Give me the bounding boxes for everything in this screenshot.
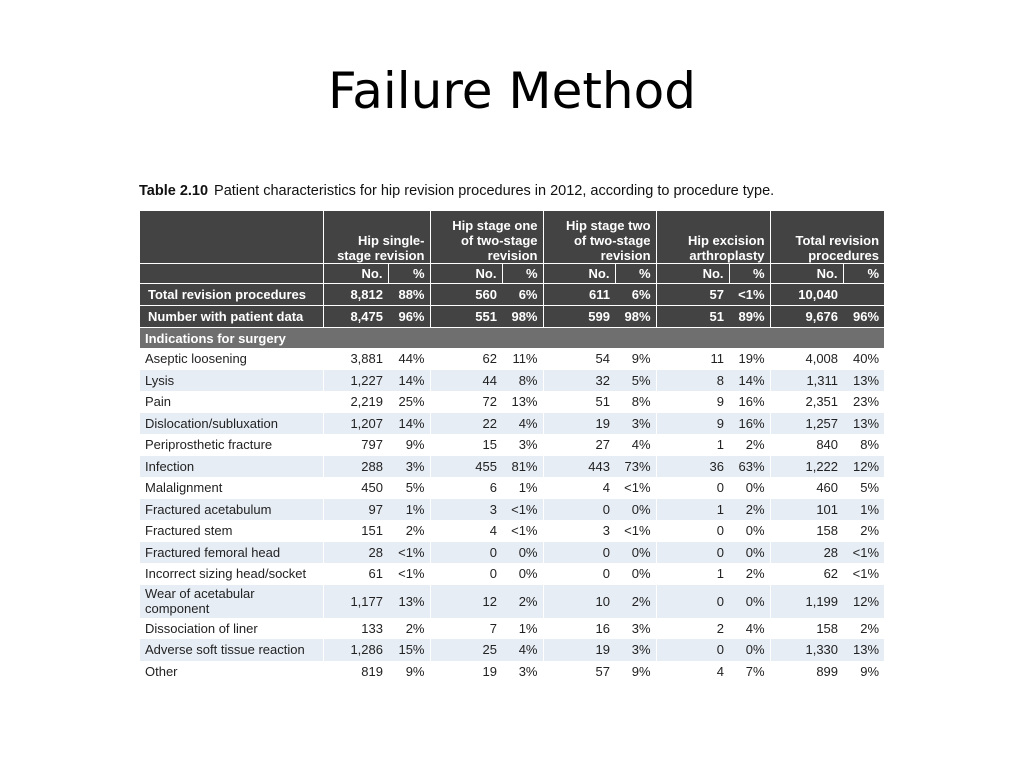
subheader-blank bbox=[140, 264, 323, 284]
count-cell: 288 bbox=[323, 456, 388, 478]
percent-cell: 0% bbox=[615, 542, 656, 564]
count-cell: 4 bbox=[430, 520, 502, 542]
row-label bbox=[140, 563, 323, 585]
percent-cell: 0% bbox=[518, 566, 538, 582]
no-header: No. bbox=[323, 264, 388, 284]
percent-cell: 1% bbox=[388, 499, 430, 521]
percent-cell: 2% bbox=[860, 523, 880, 539]
percent-cell: 9% bbox=[405, 663, 425, 679]
row-label bbox=[140, 370, 323, 392]
percent-cell: 14% bbox=[729, 370, 770, 392]
percent-cell: 4% bbox=[631, 437, 651, 453]
count-cell: 450 bbox=[323, 477, 388, 499]
count-cell: 19 bbox=[543, 413, 615, 435]
percent-cell: 3% bbox=[615, 413, 656, 435]
percent-cell: 0% bbox=[745, 480, 765, 496]
percent-cell: 8% bbox=[860, 437, 880, 453]
row-label-text: Malalignment bbox=[145, 480, 223, 496]
percent-cell: 1% bbox=[843, 499, 884, 521]
table-row bbox=[140, 563, 884, 585]
count-cell: 25 bbox=[430, 639, 502, 661]
count-cell: 133 bbox=[323, 618, 388, 640]
row-label bbox=[140, 413, 323, 435]
count-cell: 797 bbox=[323, 434, 388, 456]
header-blank bbox=[140, 211, 323, 264]
percent-cell: 88% bbox=[388, 284, 430, 306]
percent-cell: 9% bbox=[631, 663, 651, 679]
row-label bbox=[140, 661, 323, 683]
count-cell: 840 bbox=[770, 434, 843, 456]
percent-cell: 2% bbox=[405, 620, 425, 636]
row-label-text: Pain bbox=[145, 394, 172, 410]
row-label-text: Fractured acetabulum bbox=[145, 501, 272, 517]
count-cell: 551 bbox=[430, 306, 502, 328]
count-cell: 599 bbox=[543, 306, 615, 328]
count-cell: 0 bbox=[430, 542, 502, 564]
row-label-text: Lysis bbox=[145, 372, 175, 388]
percent-cell: <1% bbox=[843, 542, 884, 564]
count-cell: 97 bbox=[323, 499, 388, 521]
count-cell: 3 bbox=[430, 499, 502, 521]
count-cell: 2,219 bbox=[323, 391, 388, 413]
count-cell: 1 bbox=[656, 499, 729, 521]
table-row bbox=[140, 499, 884, 521]
row-label bbox=[140, 639, 323, 661]
percent-cell: 19% bbox=[738, 351, 765, 367]
count-cell: 27 bbox=[543, 434, 615, 456]
count-cell: 1,207 bbox=[323, 413, 388, 435]
percent-cell: 0% bbox=[729, 639, 770, 661]
percent-cell: 2% bbox=[745, 566, 765, 582]
count-cell: 19 bbox=[543, 639, 615, 661]
percent-cell: 11% bbox=[512, 351, 538, 367]
percent-cell: 9% bbox=[631, 351, 651, 367]
percent-cell: 96% bbox=[388, 306, 430, 328]
percent-cell: 12% bbox=[843, 585, 884, 618]
table-row bbox=[140, 370, 884, 392]
percent-cell: 3% bbox=[615, 639, 656, 661]
count-cell: 1,199 bbox=[770, 585, 843, 618]
table-row bbox=[140, 520, 884, 542]
count-cell: 1,286 bbox=[323, 639, 388, 661]
row-label-text: Dissociation of liner bbox=[145, 620, 258, 636]
no-header: No. bbox=[656, 264, 729, 284]
percent-cell: 6% bbox=[615, 284, 656, 306]
percent-cell: 1% bbox=[518, 620, 538, 636]
count-cell: 10,040 bbox=[770, 284, 843, 306]
percent-cell: <1% bbox=[624, 480, 651, 496]
count-cell: 10 bbox=[543, 585, 615, 618]
row-label-text: Fractured femoral head bbox=[145, 544, 281, 560]
count-cell: 9 bbox=[656, 413, 729, 435]
no-header: No. bbox=[543, 264, 615, 284]
count-cell: 158 bbox=[770, 520, 843, 542]
percent-cell: 14% bbox=[388, 413, 430, 435]
row-label-text: Other bbox=[145, 663, 178, 679]
caption-label: Table 2.10 bbox=[139, 183, 209, 199]
count-cell: 899 bbox=[770, 661, 843, 683]
count-cell: 0 bbox=[543, 499, 615, 521]
row-label-text: Aseptic loosening bbox=[145, 351, 247, 367]
table-row bbox=[140, 413, 884, 435]
count-cell: 44 bbox=[430, 370, 502, 392]
count-cell: 101 bbox=[770, 499, 843, 521]
percent-cell: 14% bbox=[388, 370, 430, 392]
percent-cell: 8% bbox=[502, 370, 543, 392]
count-cell: 51 bbox=[543, 391, 615, 413]
group-header: Total revision procedures bbox=[770, 211, 884, 264]
table-row bbox=[140, 456, 884, 478]
percent-cell: <1% bbox=[398, 566, 425, 582]
percent-cell: 3% bbox=[518, 437, 538, 453]
percent-cell: 0% bbox=[729, 585, 770, 618]
percent-cell: 89% bbox=[729, 306, 770, 328]
count-cell: 8,475 bbox=[323, 306, 388, 328]
group-header: Hip stage two of two-stage revision bbox=[543, 211, 656, 264]
count-cell: 3,881 bbox=[323, 348, 388, 370]
count-cell: 1,227 bbox=[323, 370, 388, 392]
count-cell: 19 bbox=[430, 661, 502, 683]
count-cell: 8,812 bbox=[323, 284, 388, 306]
count-cell: 0 bbox=[656, 585, 729, 618]
count-cell: 61 bbox=[323, 563, 388, 585]
count-cell: 819 bbox=[323, 661, 388, 683]
percent-cell: 0% bbox=[631, 566, 651, 582]
percent-cell: 7% bbox=[745, 663, 765, 679]
percent-cell: 2% bbox=[502, 585, 543, 618]
count-cell: 4 bbox=[656, 661, 729, 683]
percent-cell: 16% bbox=[738, 394, 765, 410]
caption-text: Patient characteristics for hip revision procedures in 2012, according to procedure type. bbox=[214, 183, 775, 199]
totals-row bbox=[140, 284, 884, 306]
percent-cell: 9% bbox=[860, 663, 880, 679]
percent-cell: 3% bbox=[388, 456, 430, 478]
percent-cell: 13% bbox=[843, 413, 884, 435]
percent-cell: 2% bbox=[405, 523, 425, 539]
percent-cell: 1% bbox=[518, 480, 538, 496]
count-cell: 6 bbox=[430, 477, 502, 499]
count-cell: 4 bbox=[543, 477, 615, 499]
count-cell: 16 bbox=[543, 618, 615, 640]
percent-cell: 4% bbox=[502, 413, 543, 435]
table-row bbox=[140, 391, 884, 413]
count-cell: 11 bbox=[656, 348, 729, 370]
pct-header: % bbox=[615, 264, 656, 284]
group-header: Hip stage one of two-stage revision bbox=[430, 211, 543, 264]
table-row bbox=[140, 348, 884, 370]
revision-table bbox=[140, 211, 884, 682]
row-label bbox=[140, 434, 323, 456]
table-row bbox=[140, 477, 884, 499]
percent-cell: <1% bbox=[852, 566, 880, 582]
group-header-row bbox=[140, 211, 884, 264]
count-cell: 22 bbox=[430, 413, 502, 435]
row-label-text: Infection bbox=[145, 458, 195, 474]
percent-cell: <1% bbox=[511, 523, 538, 539]
percent-cell: 0% bbox=[615, 499, 656, 521]
percent-cell: 15% bbox=[388, 639, 430, 661]
count-cell: 0 bbox=[656, 542, 729, 564]
row-label bbox=[140, 456, 323, 478]
percent-cell: 44% bbox=[398, 351, 425, 367]
percent-cell: 98% bbox=[502, 306, 543, 328]
percent-cell: 73% bbox=[615, 456, 656, 478]
slide-title: Failure Method bbox=[328, 62, 696, 120]
percent-cell: 3% bbox=[631, 620, 651, 636]
percent-cell: 13% bbox=[388, 585, 430, 618]
count-cell: 1,257 bbox=[770, 413, 843, 435]
percent-cell: 4% bbox=[502, 639, 543, 661]
count-cell: 460 bbox=[770, 477, 843, 499]
percent-cell: 13% bbox=[843, 370, 884, 392]
row-label: Number with patient data bbox=[140, 306, 323, 328]
row-label bbox=[140, 499, 323, 521]
percent-cell: 3% bbox=[518, 663, 538, 679]
count-cell: 36 bbox=[656, 456, 729, 478]
row-label-text: Fractured stem bbox=[145, 523, 233, 539]
count-cell: 455 bbox=[430, 456, 502, 478]
count-cell: 9,676 bbox=[770, 306, 843, 328]
percent-cell: 96% bbox=[843, 306, 884, 328]
count-cell: 2 bbox=[656, 618, 729, 640]
count-cell: 28 bbox=[323, 542, 388, 564]
count-cell: 32 bbox=[543, 370, 615, 392]
row-label bbox=[140, 618, 323, 640]
percent-cell: <1% bbox=[729, 284, 770, 306]
no-header: No. bbox=[430, 264, 502, 284]
count-cell: 0 bbox=[543, 563, 615, 585]
row-label: Total revision procedures bbox=[140, 284, 323, 306]
count-cell: 51 bbox=[656, 306, 729, 328]
table-caption bbox=[139, 183, 774, 199]
row-label-text: Dislocation/subluxation bbox=[145, 415, 278, 431]
count-cell: 158 bbox=[770, 618, 843, 640]
percent-cell: <1% bbox=[624, 523, 651, 539]
count-cell: 0 bbox=[656, 520, 729, 542]
count-cell: 1,311 bbox=[770, 370, 843, 392]
row-label-text: Periprosthetic fracture bbox=[145, 437, 273, 453]
percent-cell: 2% bbox=[615, 585, 656, 618]
percent-cell: <1% bbox=[388, 542, 430, 564]
count-cell: 54 bbox=[543, 348, 615, 370]
count-cell: 57 bbox=[656, 284, 729, 306]
table-row bbox=[140, 585, 884, 618]
percent-cell: 5% bbox=[405, 480, 425, 496]
percent-cell: 9% bbox=[405, 437, 425, 453]
subheader-row bbox=[140, 264, 884, 284]
count-cell: 0 bbox=[430, 563, 502, 585]
percent-cell: 0% bbox=[745, 523, 765, 539]
percent-cell: 63% bbox=[729, 456, 770, 478]
table-row bbox=[140, 618, 884, 640]
percent-cell: 5% bbox=[615, 370, 656, 392]
row-label bbox=[140, 348, 323, 370]
percent-cell: 4% bbox=[745, 620, 765, 636]
count-cell: 0 bbox=[656, 477, 729, 499]
count-cell: 72 bbox=[430, 391, 502, 413]
count-cell: 2,351 bbox=[770, 391, 843, 413]
count-cell: 0 bbox=[656, 639, 729, 661]
count-cell: 1,330 bbox=[770, 639, 843, 661]
row-label bbox=[140, 391, 323, 413]
percent-cell: 40% bbox=[853, 351, 880, 367]
percent-cell: 2% bbox=[745, 437, 765, 453]
percent-cell: 16% bbox=[729, 413, 770, 435]
count-cell: 1 bbox=[656, 563, 729, 585]
group-header: Hip single- stage revision bbox=[323, 211, 430, 264]
pct-header: % bbox=[729, 264, 770, 284]
group-header: Hip excision arthroplasty bbox=[656, 211, 770, 264]
percent-cell: 6% bbox=[502, 284, 543, 306]
count-cell: 1 bbox=[656, 434, 729, 456]
percent-cell bbox=[843, 284, 884, 306]
percent-cell: 13% bbox=[511, 394, 538, 410]
percent-cell: 2% bbox=[860, 620, 880, 636]
row-label bbox=[140, 520, 323, 542]
count-cell: 1,222 bbox=[770, 456, 843, 478]
count-cell: 57 bbox=[543, 661, 615, 683]
row-label bbox=[140, 585, 323, 618]
count-cell: 62 bbox=[770, 563, 843, 585]
percent-cell: <1% bbox=[502, 499, 543, 521]
percent-cell: 81% bbox=[502, 456, 543, 478]
count-cell: 3 bbox=[543, 520, 615, 542]
count-cell: 12 bbox=[430, 585, 502, 618]
count-cell: 8 bbox=[656, 370, 729, 392]
count-cell: 9 bbox=[656, 391, 729, 413]
percent-cell: 12% bbox=[843, 456, 884, 478]
count-cell: 151 bbox=[323, 520, 388, 542]
row-label-text: Incorrect sizing head/socket bbox=[145, 566, 307, 582]
count-cell: 4,008 bbox=[770, 348, 843, 370]
count-cell: 560 bbox=[430, 284, 502, 306]
row-label-text: component bbox=[145, 601, 210, 616]
percent-cell: 25% bbox=[398, 394, 425, 410]
percent-cell: 98% bbox=[615, 306, 656, 328]
totals-row bbox=[140, 306, 884, 328]
count-cell: 611 bbox=[543, 284, 615, 306]
pct-header: % bbox=[502, 264, 543, 284]
count-cell: 443 bbox=[543, 456, 615, 478]
row-label-text: Wear of acetabular bbox=[145, 586, 255, 601]
row-label bbox=[140, 477, 323, 499]
count-cell: 7 bbox=[430, 618, 502, 640]
percent-cell: 5% bbox=[860, 480, 880, 496]
count-cell: 28 bbox=[770, 542, 843, 564]
table-row bbox=[140, 542, 884, 564]
row-label bbox=[140, 542, 323, 564]
table-row bbox=[140, 639, 884, 661]
pct-header: % bbox=[843, 264, 884, 284]
percent-cell: 2% bbox=[729, 499, 770, 521]
count-cell: 0 bbox=[543, 542, 615, 564]
percent-cell: 13% bbox=[843, 639, 884, 661]
count-cell: 1,177 bbox=[323, 585, 388, 618]
pct-header: % bbox=[388, 264, 430, 284]
percent-cell: 0% bbox=[729, 542, 770, 564]
table-row bbox=[140, 434, 884, 456]
count-cell: 62 bbox=[430, 348, 502, 370]
table-row bbox=[140, 661, 884, 683]
section-row bbox=[140, 328, 884, 349]
section-title: Indications for surgery bbox=[140, 328, 884, 349]
percent-cell: 8% bbox=[631, 394, 651, 410]
count-cell: 15 bbox=[430, 434, 502, 456]
percent-cell: 0% bbox=[502, 542, 543, 564]
row-label-text: Adverse soft tissue reaction bbox=[145, 642, 305, 658]
percent-cell: 23% bbox=[853, 394, 880, 410]
no-header: No. bbox=[770, 264, 843, 284]
